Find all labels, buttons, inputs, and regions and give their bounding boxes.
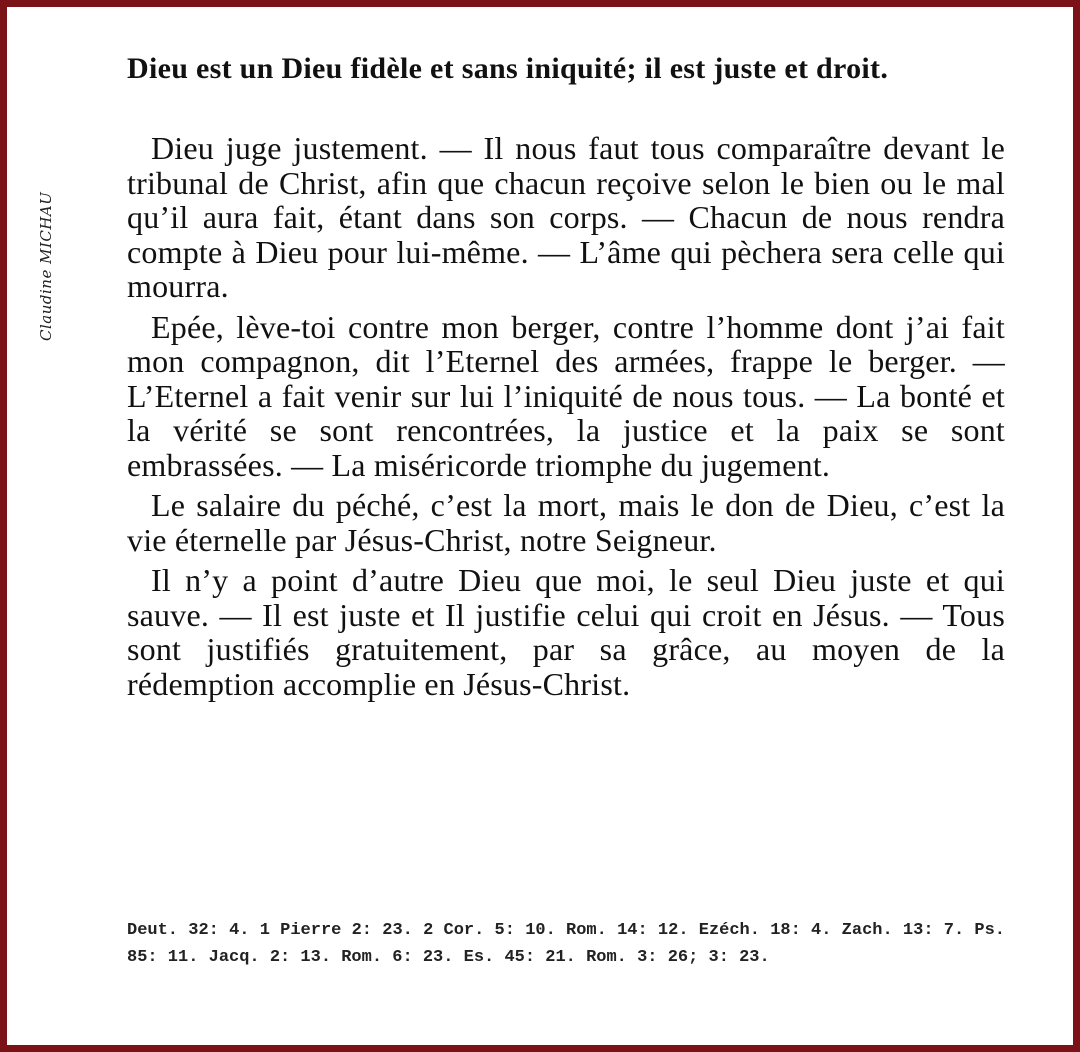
paragraph-3: Le salaire du péché, c’est la mort, mais le don de Dieu, c’est la vie éternelle par Jésus-Christ, notre Seigneur. <box>127 487 1005 558</box>
watermark-signature: Claudine MICHAU <box>37 191 55 341</box>
heading: Dieu est un Dieu fidèle et sans iniquité; il est juste et droit. <box>127 52 889 85</box>
paragraph-2: Epée, lève-toi contre mon berger, contre l’homme dont j’ai fait mon compagnon, dit l’Eternel des armées, frappe le berger. — L’Eternel a fait venir sur lui l’iniquité de nous tous. — La bonté et la vérité se sont rencontrées, la justice et la paix se sont embrassées. — La miséricorde triomphe du jugement. <box>127 308 1005 483</box>
paragraph-1: Dieu juge justement. — Il nous faut tous comparaître devant le tribunal de Christ, afin que chacun reçoive selon le bien ou le mal qu’il aura fait, étant dans son corps. — Chacun de nous rendra compte à Dieu pour lui-même. — L’âme qui pèchera sera celle qui mourra. <box>127 130 1005 304</box>
scripture-references: Deut. 32: 4. 1 Pierre 2: 23. 2 Cor. 5: 10. Rom. 14: 12. Ezéch. 18: 4. Zach. 13: 7. Ps. 85: 11. Jacq. 2: 13. Rom. 6: 23. Es. 45: 21. Rom. 3: 26; 3: 23. <box>127 921 1005 967</box>
text-body <box>127 51 1005 707</box>
paragraph-4: Il n’y a point d’autre Dieu que moi, le seul Dieu juste et qui sauve. — Il est juste et Il justifie celui qui croit en Jésus. — Tous sont justifiés gratuitement, par sa grâce, au moyen de la rédemption accomplie en Jésus-Christ. <box>127 562 1005 702</box>
